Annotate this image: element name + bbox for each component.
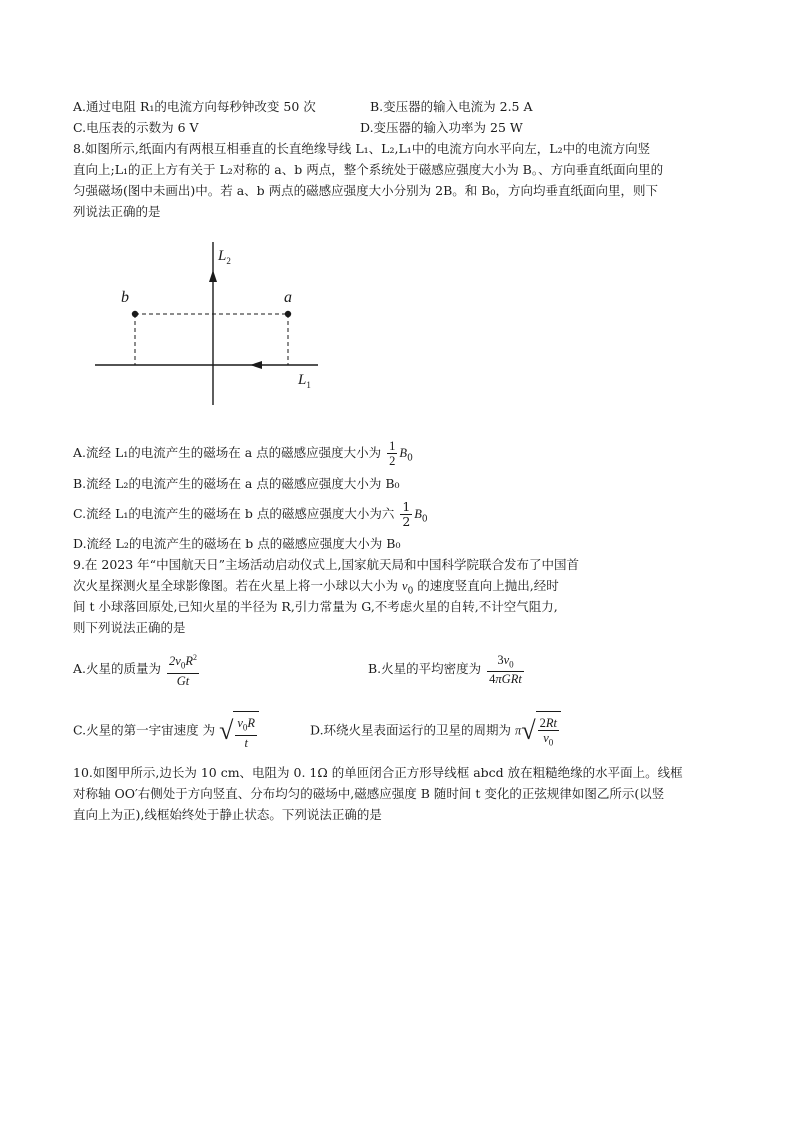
label-l1: $L_1$ [298,372,311,390]
q9-option-c: C.火星的第一宇宙速度 为 √ $\frac{v_0R}{t}$ [73,710,259,752]
q9-stem-line1: 9.在 2023 年“中国航天日”主场活动启动仪式上,国家航天局和中国科学院联合发布了中国首 [73,557,579,572]
wire-l1-arrow [250,361,262,369]
q9-stem-line2: 次火星探测火星全球影像图。若在火星上将一小球以大小为 $v_0$ 的速度竖直向上抛出,经时 [73,578,559,597]
point-a [285,311,291,317]
formula-period: √ $\frac{2Rt}{v_0}$ [521,710,561,752]
q7-option-d: D.变压器的输入功率为 25 W [360,120,523,135]
label-l2: $L_2$ [218,248,231,266]
q8-stem-line1: 8.如图所示,纸面内有两根互相垂直的长直绝缘导线 L₁、L₂,L₁中的电流方向水平向左，L₂中的电流方向竖 [73,141,651,156]
formula-density: $\frac{3v_0}{\text{4πGRt}}$ [489,652,522,687]
q8-option-a: A.流经 L₁的电流产生的磁场在 a 点的磁感应强度大小为 $\frac{1}{2}$ $B_0$ [73,439,413,468]
q8-stem-line2: 直向上;L₁的正上方有关于 L₂对称的 a、b 两点，整个系统处于磁感应强度大小为 B。、方向垂直纸面向里的 [73,162,664,177]
q8-option-d: D.流经 L₂的电流产生的磁场在 b 点的磁感应强度大小为 B₀ [73,536,401,551]
q8-option-b: B.流经 L₂的电流产生的磁场在 a 点的磁感应强度大小为 B₀ [73,476,400,491]
q10-stem-line3: 直向上为正),线框始终处于静止状态。下列说法正确的是 [73,807,382,822]
formula-first-cosmic-speed: √ $\frac{v_0R}{t}$ [219,710,259,752]
q10-stem-line2: 对称轴 OO′右侧处于方向竖直、分布均匀的磁场中,磁感应强度 B 随时间 t 变化的正弦规律如图乙所示(以竖 [73,786,665,801]
q7-option-b: B.变压器的输入电流为 2.5 A [370,99,533,114]
q9-option-a: A.火星的质量为 $\frac{2v_0R^2}{Gt}$ [73,653,197,688]
q10-stem-line1: 10.如图甲所示,边长为 10 cm、电阻为 0. 1Ω 的单匝闭合正方形导线框 abcd 放在粗糙绝缘的水平面上。线框 [73,765,683,780]
label-a: a [284,289,292,306]
q7-option-c: C.电压表的示数为 6 V [73,120,199,135]
point-b [132,311,138,317]
wire-l2-arrow [209,270,217,282]
q9-option-d: D.环绕火星表面运行的卫星的周期为 π√ $\frac{2Rt}{v_0}$ [310,710,561,752]
formula-mass: $\frac{2v_0R^2}{Gt}$ [169,653,197,688]
q8-option-c: C.流经 L₁的电流产生的磁场在 b 点的磁感应强度大小为六 $\frac{1}{2}$ $B_0$ [73,499,428,529]
fraction-half: $\frac{1}{2}$ [402,499,411,529]
q9-option-b: B.火星的平均密度为 $\frac{3v_0}{\text{4πGRt}}$ [368,652,522,687]
q8-wire-diagram [90,230,330,410]
q9-stem-line4: 则下列说法正确的是 [73,620,186,635]
q7-option-a: A.通过电阻 R₁的电流方向每秒钟改变 50 次 [73,99,316,114]
q9-stem-line3: 间 t 小球落回原处,已知火星的半径为 R,引力常量为 G,不考虑火星的自转,不计空气阻力, [73,599,558,614]
label-b: b [121,289,129,306]
fraction-half: $\frac{1}{2}$ [389,439,396,468]
q8-stem-line4: 列说法正确的是 [73,204,161,219]
q8-stem-line3: 匀强磁场(图中未画出)中。若 a、b 两点的磁感应强度大小分别为 2B。和 B₀，方向均垂直纸面向里，则下 [73,183,658,198]
